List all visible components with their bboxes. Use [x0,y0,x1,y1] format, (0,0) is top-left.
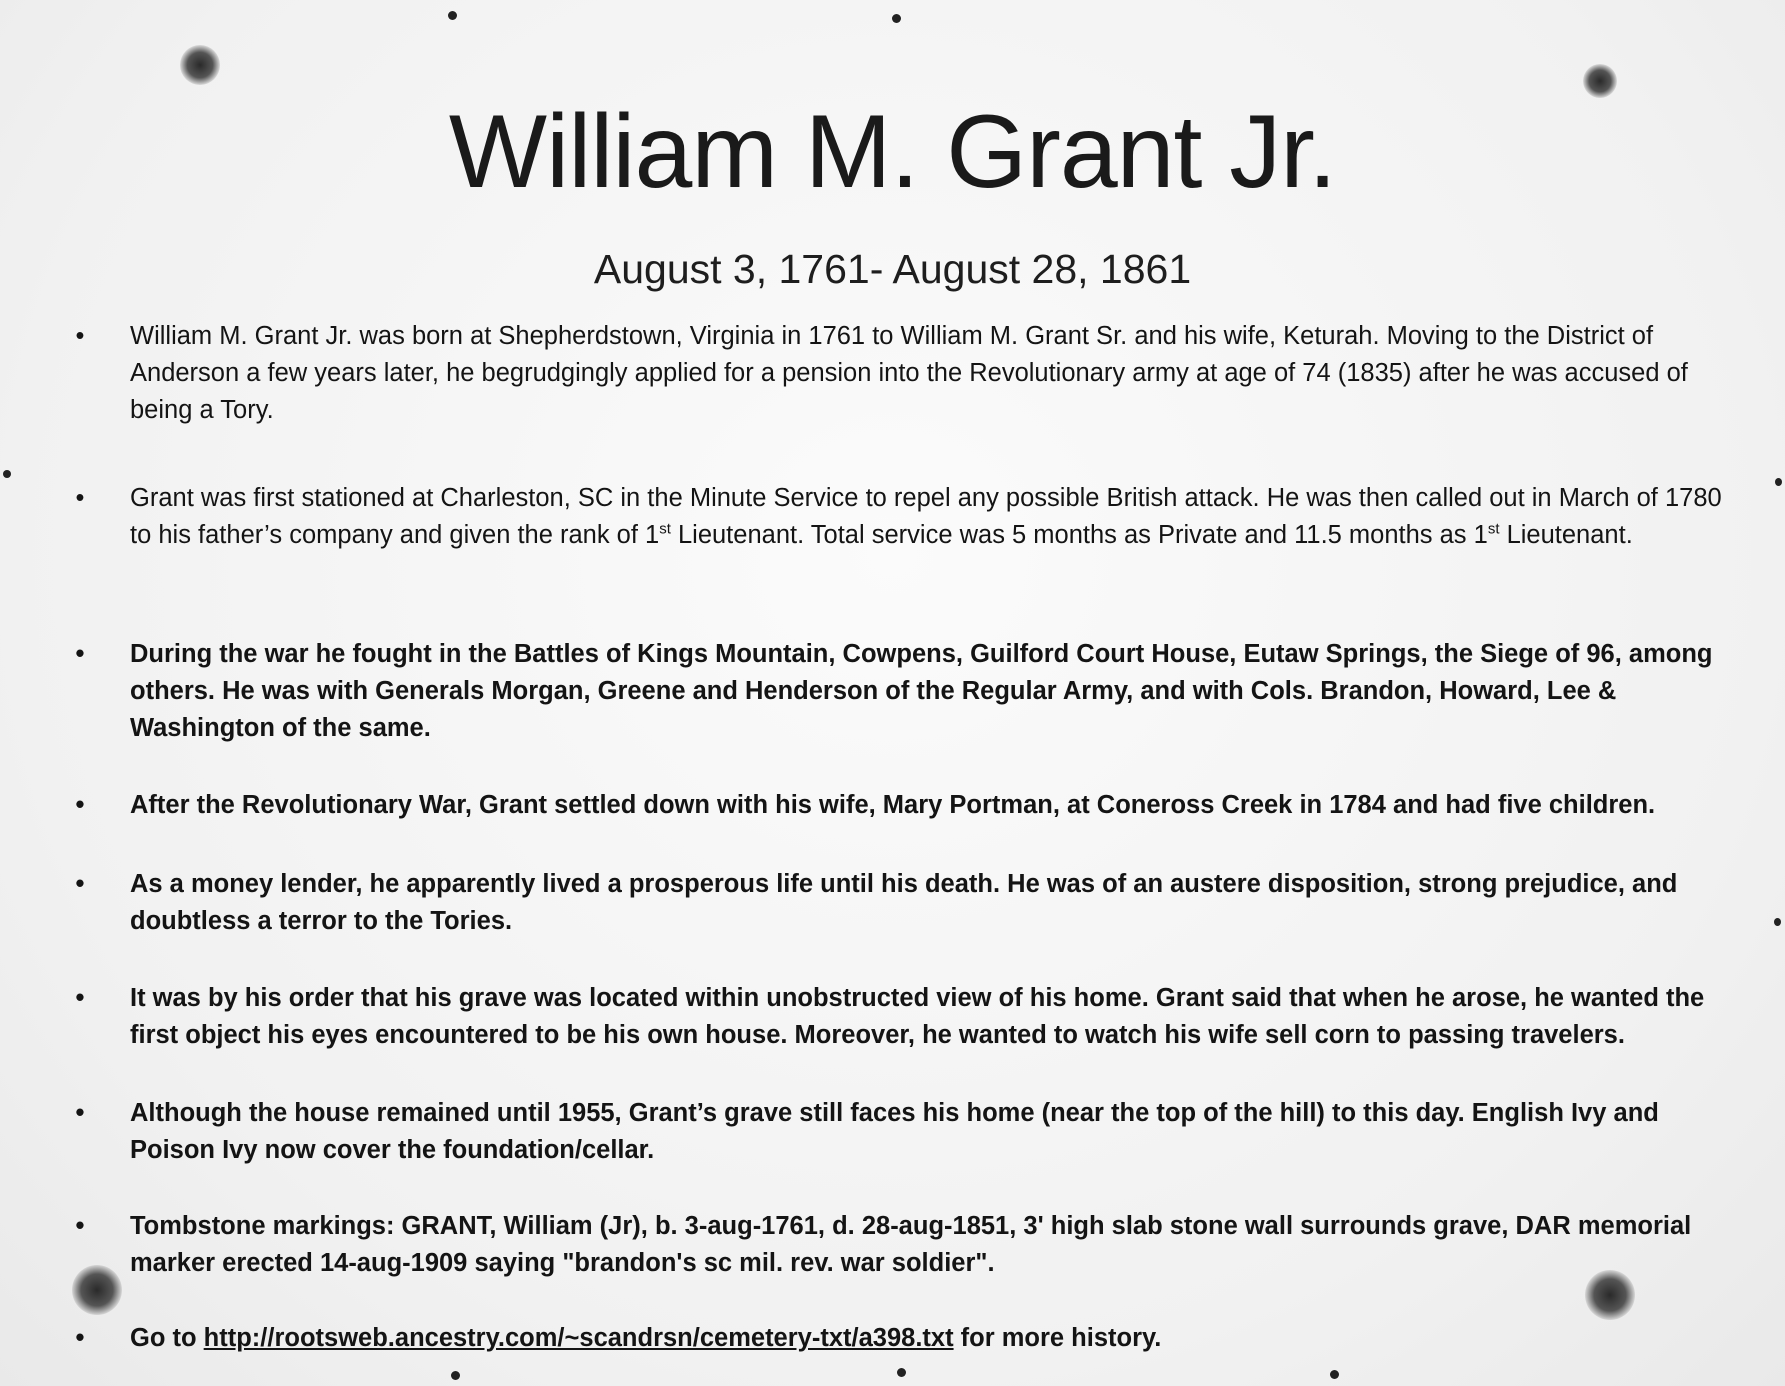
item-text-part1: Grant was first stationed at Charleston, SC in the Minute Service to repel any possible British attack. He was then called out in March of 1780 to his father’s company and given the rank of 1 [130,484,1722,549]
item-text-prefix: Go to [130,1324,204,1352]
superscript-st: st [659,520,671,538]
list-item-more-history [75,1320,1745,1357]
item-text: As a money lender, he apparently lived a prosperous life until his death. He was of an austere disposition, strong prejudice, and doubtless a terror to the Tories. [130,870,1678,935]
item-text-part3: Lieutenant. [1499,521,1633,549]
dust-dot [892,14,901,23]
pin-hole-spot [1585,1270,1635,1320]
list-item-house [75,1095,1745,1169]
item-text: Tombstone markings: GRANT, William (Jr), b. 3-aug-1761, d. 28-aug-1851, 3' high slab stone wall surrounds grave, DAR memorial marker erected 14-aug-1909 saying "brandon's sc mil. rev. war soldier". [130,1212,1692,1277]
item-text-suffix: for more history. [953,1324,1162,1352]
page-title: William M. Grant Jr. [448,94,1337,210]
pin-hole-spot [180,45,220,85]
dust-dot [448,11,457,20]
bullet-icon: • [75,791,85,819]
bullet-icon: • [75,484,85,512]
bullet-icon: • [75,870,85,898]
list-item-service [75,480,1745,554]
superscript-st: st [1487,520,1500,538]
list-item-grave-view [75,980,1745,1054]
life-dates: August 3, 1761- August 28, 1861 [593,246,1192,292]
list-item-birth [75,318,1745,429]
list-item-money-lender [75,866,1745,940]
pin-hole-spot [1583,64,1617,98]
dust-dot [1775,478,1782,486]
item-text: Although the house remained until 1955, Grant’s grave still faces his home (near the top of the hill) to this day. English Ivy and Poison Ivy now cover the foundation/cellar. [130,1099,1659,1164]
item-text: It was by his order that his grave was located within unobstructed view of his home. Grant said that when he arose, he wanted the first object his eyes encountered to be his own house. Moreover, he wanted to watch his wife sell corn to passing travelers. [130,984,1705,1049]
bullet-icon: • [75,640,85,668]
item-text-part2: Lieutenant. Total service was 5 months as Private and 11.5 months as 1 [670,521,1488,549]
dust-dot [897,1368,906,1377]
pin-hole-spot [72,1265,122,1315]
dust-dot [1774,918,1781,926]
item-text: During the war he fought in the Battles of Kings Mountain, Cowpens, Guilford Court House, Eutaw Springs, the Siege of 96, among others. He was with Generals Morgan, Greene and Henderson of the Regular Army, and with Cols. Brandon, Howard, Lee & Washington of the same. [130,640,1713,742]
list-item-tombstone [75,1208,1745,1282]
bullet-icon: • [75,1324,85,1352]
bullet-icon: • [75,322,85,350]
dust-dot [451,1371,460,1380]
bullet-icon: • [75,984,85,1012]
list-item-battles [75,636,1745,747]
bullet-icon: • [75,1212,85,1240]
list-item-settled [75,787,1745,824]
bullet-icon: • [75,1099,85,1127]
item-text: William M. Grant Jr. was born at Shepherdstown, Virginia in 1761 to William M. Grant Sr. and his wife, Keturah. Moving to the District of Anderson a few years later, he begrudgingly applied for a pension into the Revolutionary army at age of 74 (1835) after he was accused of being a Tory. [130,322,1688,424]
dust-dot [3,470,11,478]
history-link[interactable]: http://rootsweb.ancestry.com/~scandrsn/cemetery-txt/a398.txt [203,1324,954,1352]
item-text: After the Revolutionary War, Grant settled down with his wife, Mary Portman, at Coneross Creek in 1784 and had five children. [130,791,1656,819]
dust-dot [1330,1370,1339,1379]
